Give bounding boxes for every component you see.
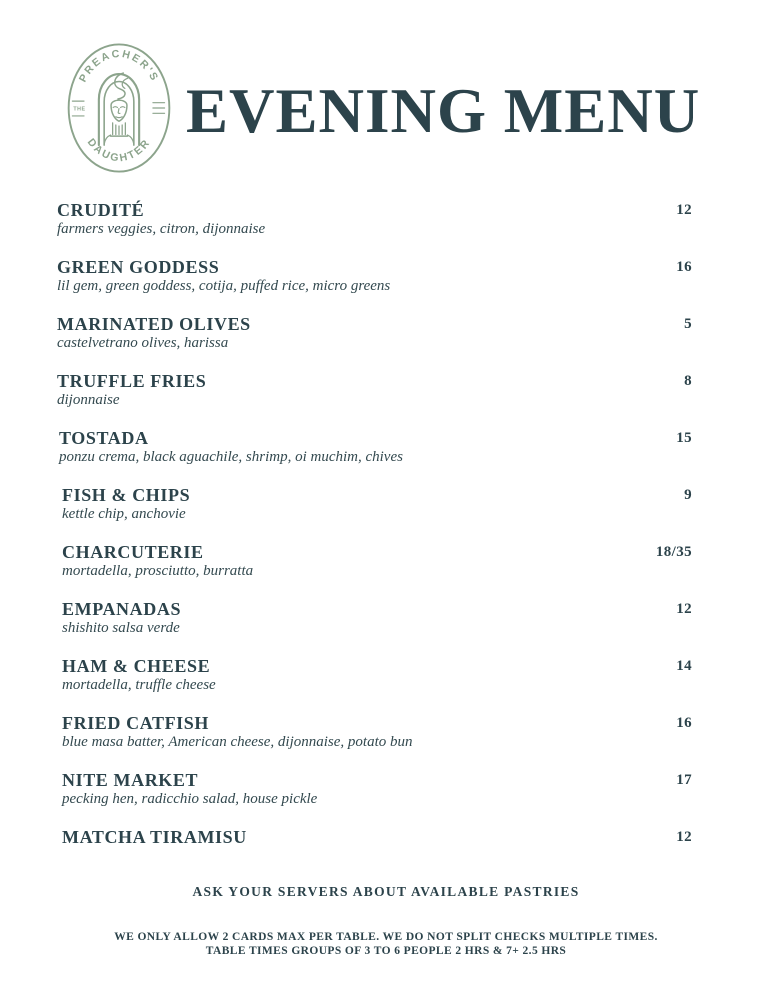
- item-name: MARINATED OLIVES: [57, 314, 251, 334]
- item-description: farmers veggies, citron, dijonnaise: [57, 221, 266, 237]
- item-price: 9: [684, 487, 692, 503]
- item-description: lil gem, green goddess, cotija, puffed rice, micro greens: [57, 278, 391, 294]
- item-price: 12: [676, 829, 692, 845]
- item-price: 14: [676, 658, 692, 674]
- item-description: castelvetrano olives, harissa: [57, 335, 229, 351]
- item-price: 12: [676, 601, 692, 617]
- menu-item: [57, 827, 692, 865]
- menu-item: [57, 371, 692, 409]
- item-price: 12: [676, 202, 692, 218]
- item-name: MATCHA TIRAMISU: [62, 827, 247, 847]
- svg-text:PREACHER'S: [77, 48, 161, 84]
- preachers-daughter-logo-icon: [66, 42, 172, 174]
- item-name: CHARCUTERIE: [62, 542, 204, 562]
- item-price: 8: [684, 373, 692, 389]
- policy-note: [0, 930, 772, 958]
- item-price: 17: [676, 772, 692, 788]
- item-description: blue masa batter, American cheese, dijonnaise, potato bun: [62, 734, 413, 750]
- item-description: shishito salsa verde: [62, 620, 180, 636]
- item-name: FRIED CATFISH: [62, 713, 209, 733]
- menu-item: [57, 770, 692, 808]
- item-name: TOSTADA: [59, 428, 149, 448]
- footer: [0, 884, 772, 958]
- item-name: NITE MARKET: [62, 770, 199, 790]
- menu-item: [57, 656, 692, 694]
- menu-item: [57, 713, 692, 751]
- menu-item: [57, 428, 692, 466]
- logo-woman-face: [99, 73, 139, 145]
- logo-text-the: THE: [73, 106, 86, 113]
- logo-text-bottom: DAUGHTER: [84, 136, 154, 165]
- item-description: dijonnaise: [57, 392, 120, 408]
- item-price: 15: [676, 430, 692, 446]
- item-description: mortadella, prosciutto, burratta: [62, 563, 254, 579]
- item-description: kettle chip, anchovie: [62, 506, 186, 522]
- svg-text:DAUGHTER: [85, 136, 153, 164]
- item-name: FISH & CHIPS: [62, 485, 191, 505]
- menu-list: [57, 200, 692, 884]
- menu-item: [57, 200, 692, 238]
- item-name: CRUDITÉ: [57, 200, 145, 220]
- menu-item: [57, 314, 692, 352]
- item-name: HAM & CHEESE: [62, 656, 211, 676]
- item-description: ponzu crema, black aguachile, shrimp, oi muchim, chives: [59, 449, 403, 465]
- item-name: TRUFFLE FRIES: [57, 371, 207, 391]
- item-description: mortadella, truffle cheese: [62, 677, 216, 693]
- menu-item: [57, 257, 692, 295]
- menu-item: [57, 542, 692, 580]
- policy-line-2: TABLE TIMES GROUPS OF 3 TO 6 PEOPLE 2 HRS & 7+ 2.5 HRS: [205, 945, 567, 957]
- item-description: pecking hen, radicchio salad, house pickle: [62, 791, 318, 807]
- logo-text-top: PREACHER'S: [76, 47, 162, 85]
- item-price: 5: [684, 316, 692, 332]
- item-name: GREEN GODDESS: [57, 257, 220, 277]
- pastries-note: ASK YOUR SERVERS ABOUT AVAILABLE PASTRIES: [192, 884, 580, 899]
- menu-item: [57, 599, 692, 637]
- menu-item: [57, 485, 692, 523]
- item-price: 18/35: [655, 544, 692, 560]
- item-price: 16: [676, 259, 692, 275]
- item-name: EMPANADAS: [62, 599, 182, 619]
- item-price: 16: [676, 715, 692, 731]
- page-title: EVENING MENU: [186, 75, 701, 146]
- policy-line-1: WE ONLY ALLOW 2 CARDS MAX PER TABLE. WE DO NOT SPLIT CHECKS MULTIPLE TIMES.: [114, 931, 658, 943]
- logo-right-bars: [153, 103, 165, 114]
- header: [66, 42, 732, 174]
